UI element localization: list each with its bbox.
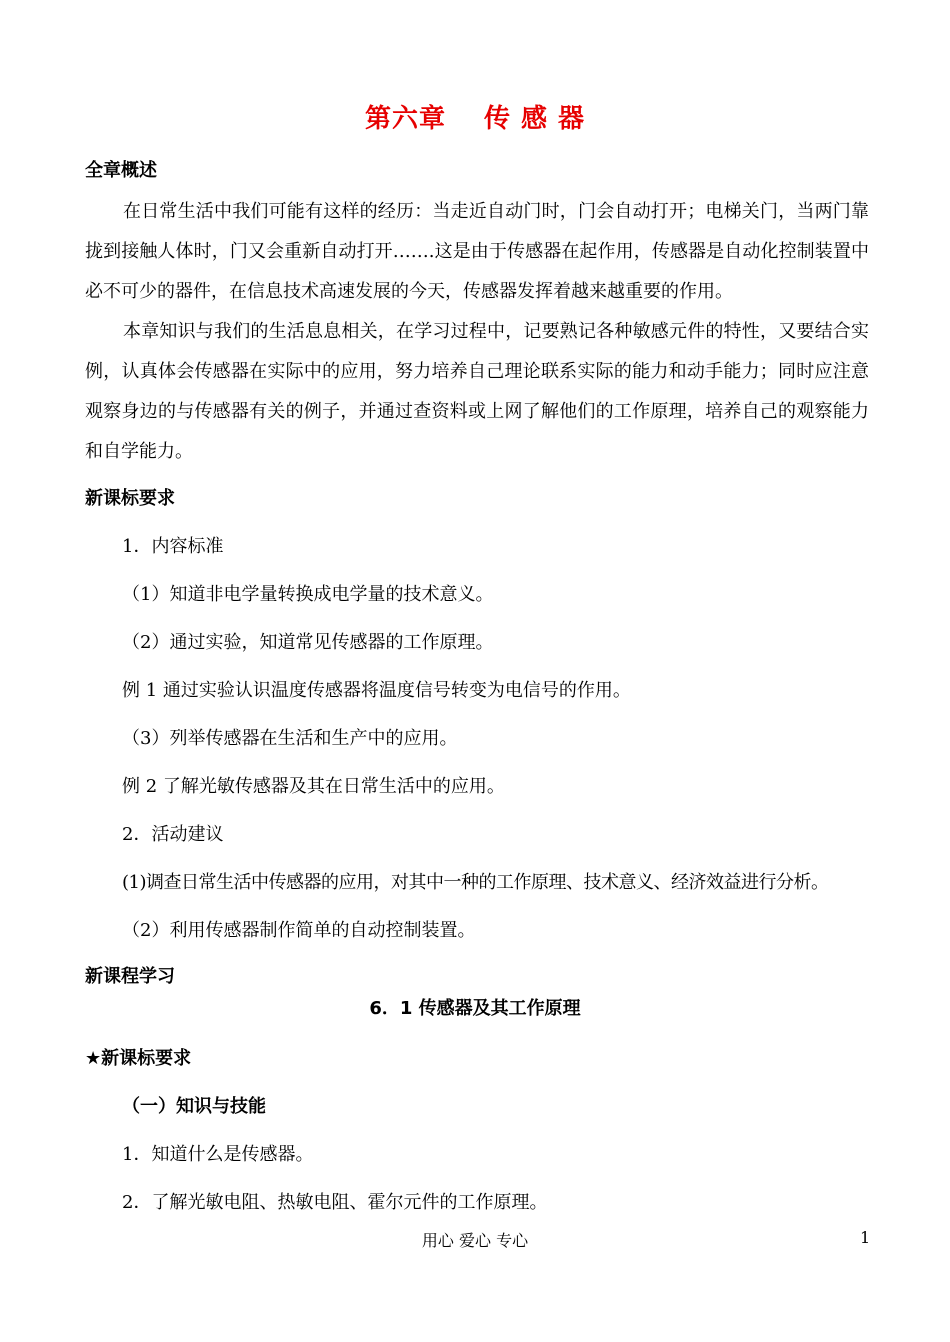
overview-heading: 全章概述 — [85, 160, 157, 181]
chapter-name: 传 感 器 — [483, 104, 586, 134]
page-number: 1 — [860, 1228, 871, 1247]
course-item: 2．了解光敏电阻、热敏电阻、霍尔元件的工作原理。 — [122, 1192, 548, 1213]
standards-item: (1)调查日常生活中传感器的应用，对其中一种的工作原理、技术意义、经济效益进行分析。 — [122, 872, 829, 893]
standards-item: （1）知道非电学量转换成电学量的技术意义。 — [122, 584, 494, 605]
overview-paragraph-2: 本章知识与我们的生活息息相关，在学习过程中，记要熟记各种敏感元件的特性，又要结合实例，认真体会传感器在实际中的应用，努力培养自己理论联系实际的能力和动手能力；同时应注意观察身边的与传感器有关的例子，并通过查资料或上网了解他们的工作原理，培养自己的观察能力和自学能力。 — [85, 321, 869, 462]
standards-example: 例 2 了解光敏传感器及其在日常生活中的应用。 — [122, 776, 505, 797]
standards-item: （2）利用传感器制作简单的自动控制装置。 — [122, 920, 476, 941]
standards-item: 2．活动建议 — [122, 824, 224, 845]
footer-motto: 用心 爱心 专心 — [421, 1231, 529, 1250]
standards-item: 1．内容标准 — [122, 536, 224, 557]
chapter-number: 第六章 — [364, 104, 446, 134]
course-heading: 新课程学习 — [85, 966, 175, 987]
standards-example: 例 1 通过实验认识温度传感器将温度信号转变为电信号的作用。 — [122, 680, 631, 701]
section-title: 6．1 传感器及其工作原理 — [369, 998, 581, 1019]
standards-item: （2）通过实验，知道常见传感器的工作原理。 — [122, 632, 494, 653]
course-item: 1．知道什么是传感器。 — [122, 1144, 314, 1165]
standards-heading: 新课标要求 — [85, 488, 175, 509]
knowledge-skills-heading: （一）知识与技能 — [122, 1096, 266, 1117]
overview-paragraph-1: 在日常生活中我们可能有这样的经历：当走近自动门时，门会自动打开；电梯关门，当两门靠拢到接触人体时，门又会重新自动打开…….这是由于传感器在起作用，传感器是自动化控制装置中必不可少的器件，在信息技术高速发展的今天，传感器发挥着越来越重要的作用。 — [85, 201, 869, 302]
chapter-title — [0, 98, 950, 135]
star-heading: ★新课标要求 — [85, 1048, 192, 1069]
standards-item: （3）列举传感器在生活和生产中的应用。 — [122, 728, 458, 749]
